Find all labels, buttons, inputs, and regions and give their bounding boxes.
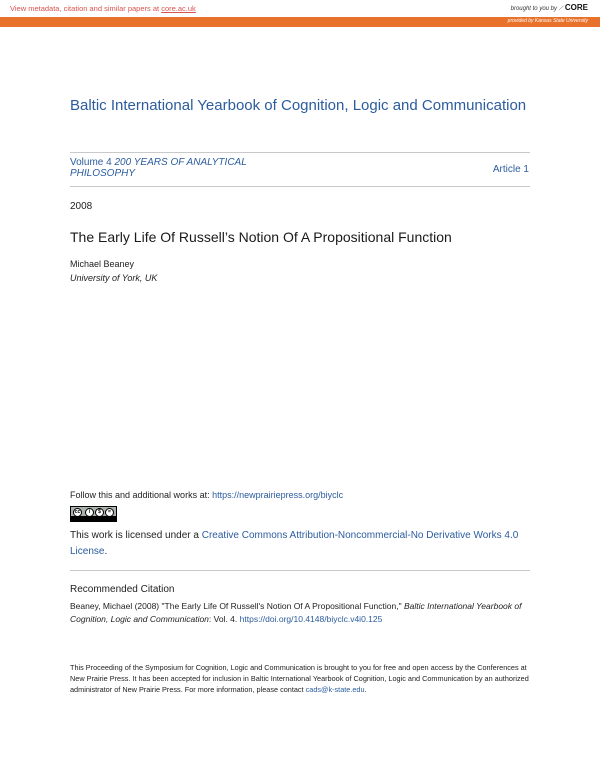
by-icon: i: [85, 508, 94, 517]
brought-text: brought to you by: [510, 6, 557, 12]
core-ac-uk-link[interactable]: core.ac.uk: [161, 4, 196, 13]
cc-icon: cc: [74, 509, 81, 515]
core-logo-icon: ⟋: [558, 6, 563, 12]
footer-end: .: [364, 685, 367, 694]
brought-to-you: [511, 3, 588, 13]
doi-link[interactable]: https://doi.org/10.4148/biyclc.v4i0.125: [239, 614, 383, 624]
license-link[interactable]: Creative Commons Attribution-Noncommercial-No Derivative Works 4.0 License: [70, 530, 519, 557]
follow-text: Follow this and additional works at:: [70, 490, 213, 500]
view-metadata-link[interactable]: [10, 4, 196, 13]
author-affiliation: University of York, UK: [70, 273, 158, 283]
license-end: .: [104, 546, 108, 557]
journal-title[interactable]: Baltic International Yearbook of Cognition, Logic and Communication: [70, 97, 527, 114]
citation-journal: Baltic International Yearbook of Cognition, Logic and Communication: [70, 601, 522, 624]
badge-strip: [71, 516, 116, 521]
footer-notice: [70, 662, 532, 695]
citation-pre: Beaney, Michael (2008) "The Early Life Of Russell's Notion Of A Propositional Function,": [70, 601, 404, 611]
issue-label: 200 YEARS OF ANALYTICAL PHILOSOPHY: [70, 157, 247, 179]
footer-text: This Proceeding of the Symposium for Cognition, Logic and Communication is brought to you for free and open access by the Conferences at New Prairie Press. It has been accepted for inclusion in Baltic International Yearbook of Cognition, Logic and Communication by an authorized administrator of New Prairie Press. For more information, please contact: [70, 663, 529, 694]
license-text: This work is licensed under a: [70, 530, 202, 541]
nc-icon: $: [95, 508, 104, 517]
core-topbar: [0, 0, 600, 17]
contact-email-link[interactable]: cads@k-state.edu: [305, 685, 365, 694]
core-logo-text[interactable]: CORE: [564, 3, 588, 12]
paper-title: The Early Life Of Russell’s Notion Of A Propositional Function: [70, 229, 452, 245]
license-statement: [70, 528, 530, 560]
year: 2008: [70, 201, 93, 212]
divider-top: [70, 152, 530, 153]
follow-link[interactable]: https://newprairiepress.org/biyclc: [212, 490, 344, 500]
divider-citation: [70, 570, 530, 571]
view-metadata-text: View metadata, citation and similar papers at: [10, 4, 162, 13]
volume-label: Volume 4: [70, 157, 112, 168]
provider-bar: [0, 17, 600, 27]
article-number[interactable]: Article 1: [492, 164, 529, 175]
citation-heading: Recommended Citation: [70, 584, 175, 595]
nd-icon: =: [105, 508, 114, 517]
provided-by: provided by Kansas State University: [507, 18, 588, 24]
author-name: Michael Beaney: [70, 259, 135, 269]
volume-issue[interactable]: [70, 157, 300, 179]
cc-license-badge-icon[interactable]: [70, 506, 117, 522]
citation-text: [70, 600, 532, 626]
divider-bottom: [70, 186, 530, 187]
follow-works: [70, 490, 343, 500]
citation-volume: : Vol. 4.: [208, 614, 240, 624]
